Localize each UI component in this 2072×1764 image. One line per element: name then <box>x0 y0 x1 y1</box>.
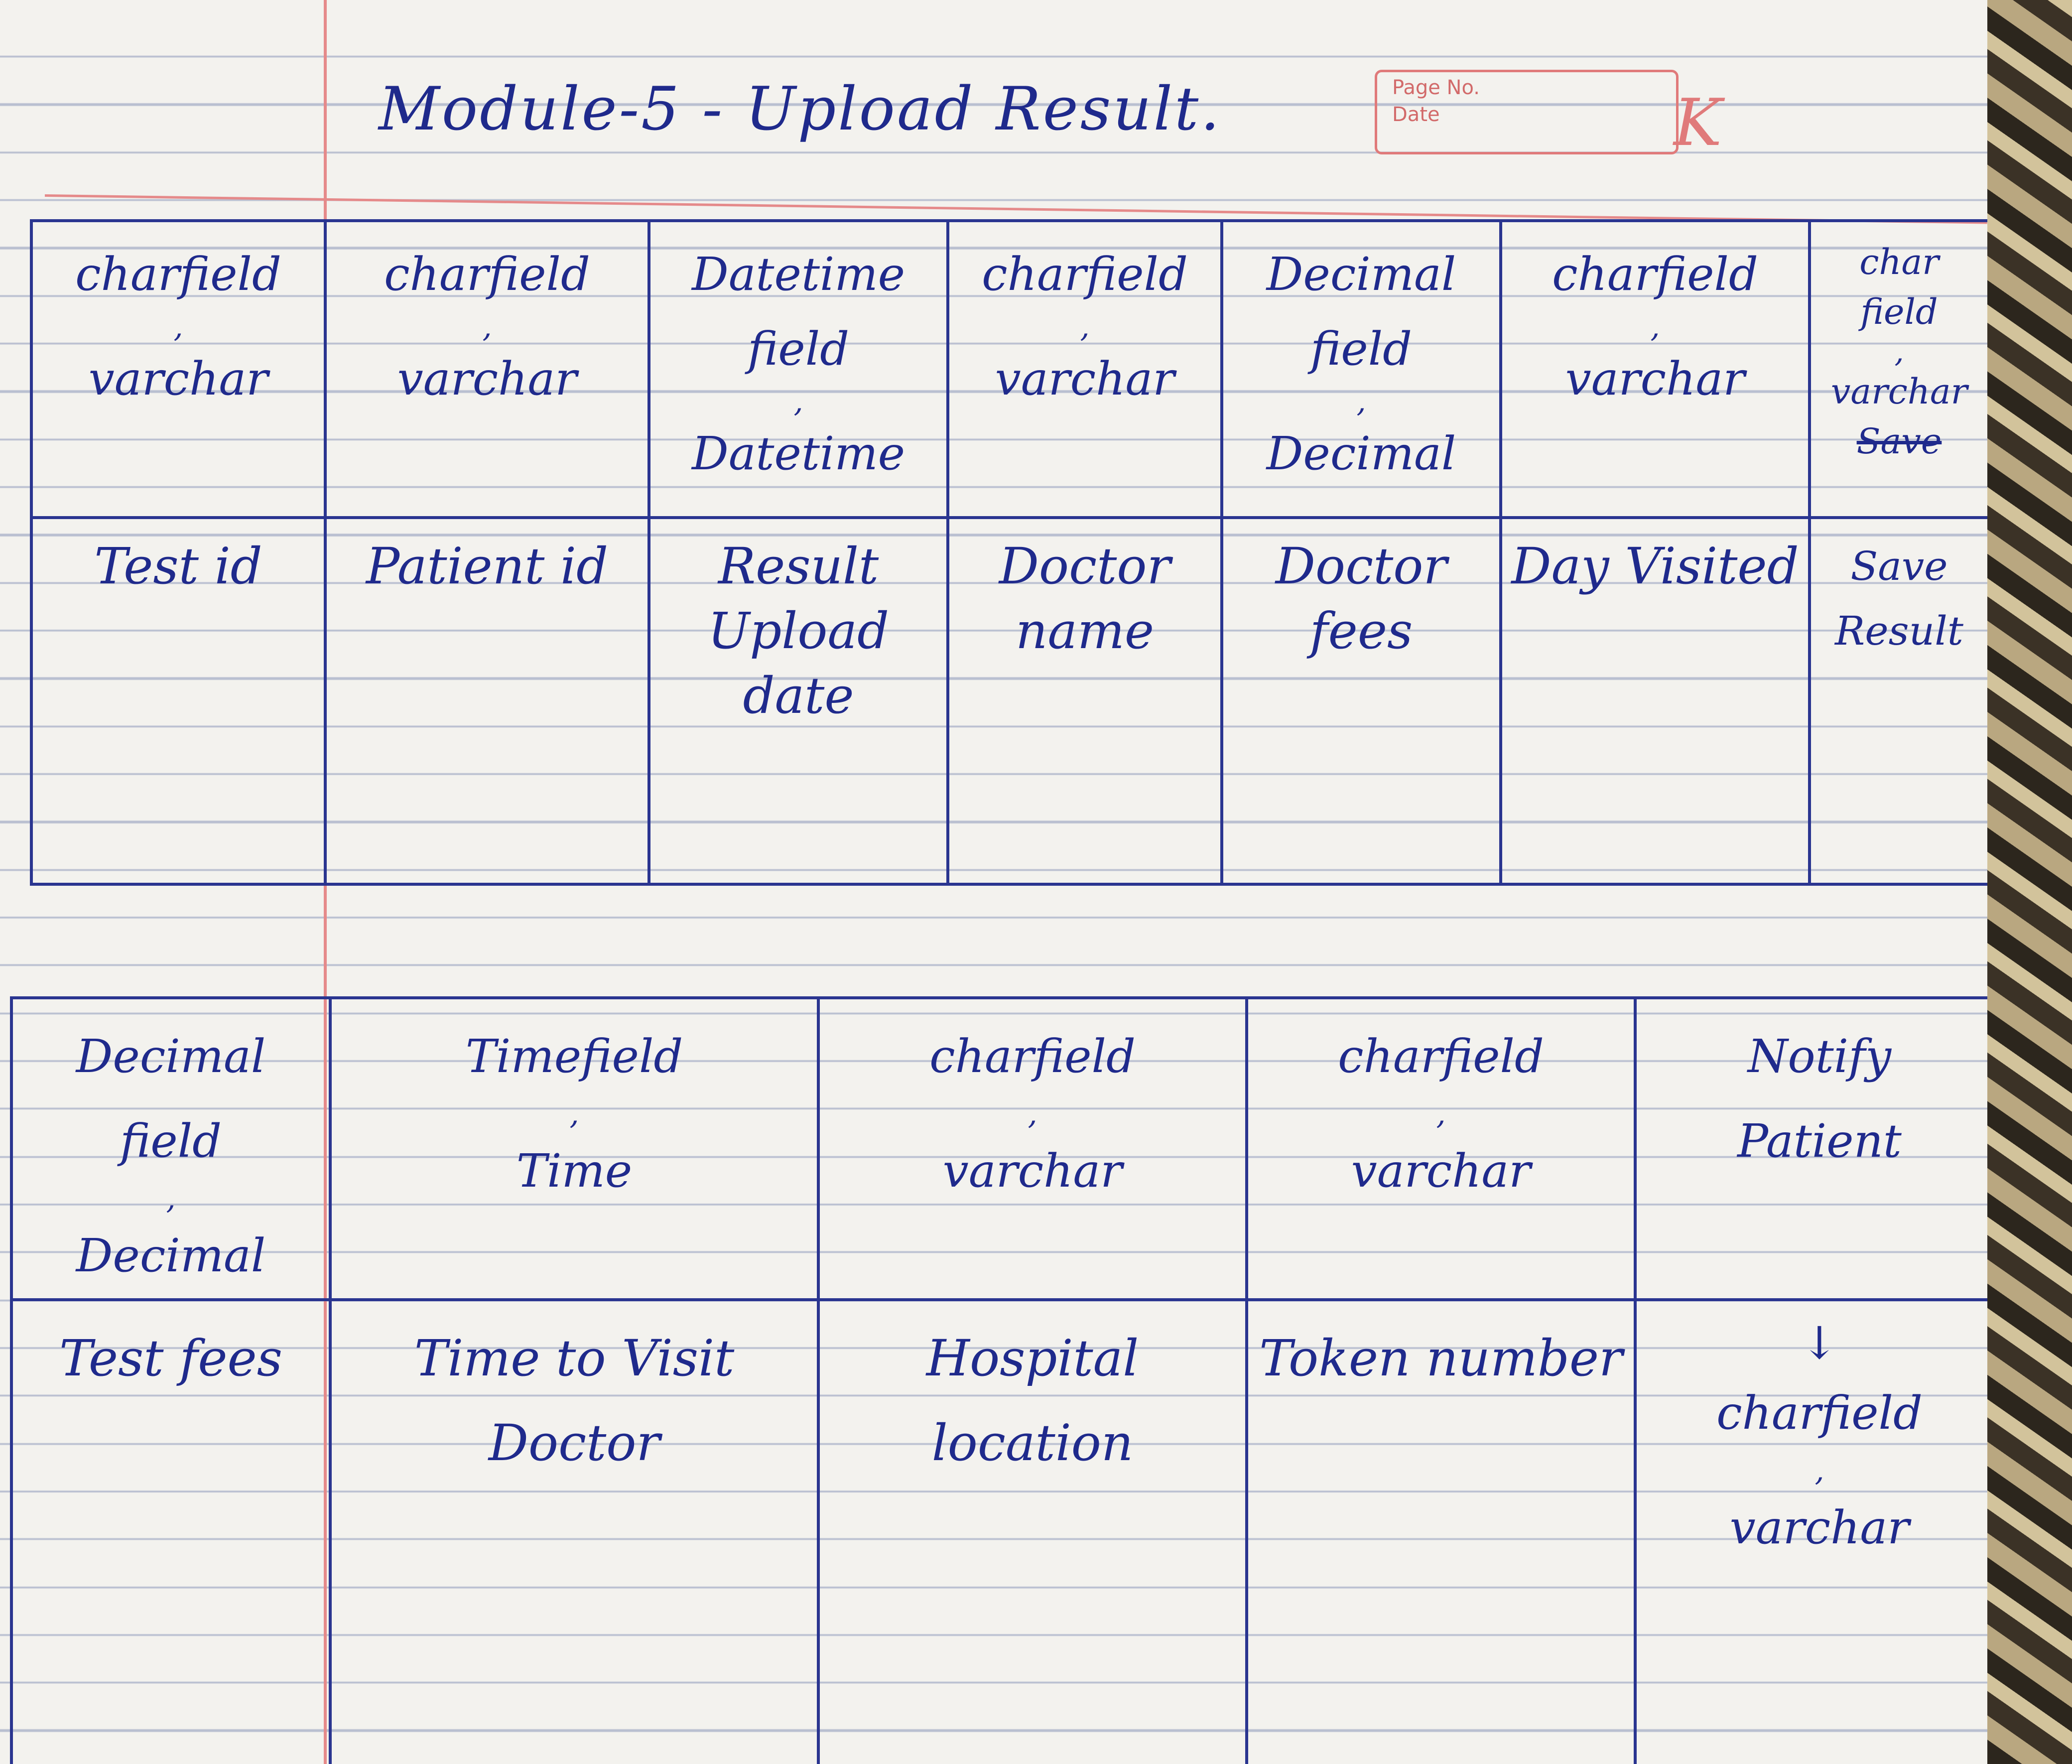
db-type: varchar <box>1729 1501 1910 1554</box>
separator: , <box>1650 309 1660 344</box>
field-type: charfield <box>384 248 590 301</box>
db-type: Decimal <box>1266 427 1456 480</box>
db-type: Decimal <box>76 1229 266 1282</box>
type-cell <box>1501 221 1810 518</box>
field-type: Decimal field <box>76 1030 266 1168</box>
attribute-cell: Token number <box>1247 1300 1635 1764</box>
field-type: charfield <box>1716 1386 1923 1440</box>
type-cell <box>818 998 1247 1300</box>
type-cell <box>1247 998 1635 1300</box>
type-cell <box>31 221 325 518</box>
page-title: Module-5 - Upload Result. <box>379 75 1222 144</box>
separator: , <box>482 309 492 344</box>
arrow-down-icon: ↓ <box>1801 1317 1838 1369</box>
upload-result-table-1 <box>30 219 1987 886</box>
separator: , <box>166 1181 176 1216</box>
separator: , <box>1356 384 1366 419</box>
db-type: varchar <box>1351 1144 1531 1198</box>
field-type: charfield <box>929 1030 1136 1083</box>
separator: , <box>173 309 183 344</box>
db-type: varchar <box>1830 371 1968 412</box>
db-type: varchar <box>1565 352 1745 406</box>
attribute-cell <box>1635 1300 1987 1764</box>
attribute-cell: Hospital location <box>818 1300 1247 1764</box>
type-cell <box>330 998 818 1300</box>
db-type: Patient <box>1737 1114 1902 1168</box>
db-type: varchar <box>88 352 268 406</box>
separator: , <box>1080 309 1090 344</box>
db-type: varchar <box>995 352 1175 406</box>
separator: , <box>1028 1096 1037 1131</box>
separator: , <box>1814 1453 1824 1488</box>
db-type: Datetime <box>691 427 906 480</box>
field-type: Timefield <box>465 1030 683 1083</box>
fabric-background <box>1987 0 2072 1764</box>
attribute-cell: Doctor name <box>948 518 1222 884</box>
attribute-cell: Save Result <box>1810 518 1987 884</box>
type-cell <box>948 221 1222 518</box>
attribute-cell: Day Visited <box>1501 518 1810 884</box>
field-type: charfield <box>75 248 281 301</box>
type-cell <box>325 221 649 518</box>
field-type: charfield <box>1338 1030 1544 1083</box>
attribute-cell: Test id <box>31 518 325 884</box>
attribute-cell: Doctor fees <box>1222 518 1501 884</box>
attribute-cell: Time to Visit Doctor <box>330 1300 818 1764</box>
struck-word: Save <box>1856 421 1942 462</box>
field-type: Decimal field <box>1266 248 1456 376</box>
db-type: Time <box>516 1144 633 1198</box>
db-type: varchar <box>942 1144 1123 1198</box>
field-type: char field <box>1859 242 1939 332</box>
page-number-box <box>1375 70 1679 154</box>
type-row <box>11 998 1987 1300</box>
attribute-row <box>11 1300 1987 1764</box>
type-cell <box>1635 998 1987 1300</box>
field-type: Datetime field <box>691 248 906 376</box>
type-cell <box>1810 221 1987 518</box>
page-mark: K <box>1674 85 1722 160</box>
attribute-cell: Result Upload date <box>649 518 948 884</box>
attribute-cell: Test fees <box>11 1300 330 1764</box>
attribute-row <box>31 518 1987 884</box>
type-row <box>31 221 1987 518</box>
type-cell <box>1222 221 1501 518</box>
separator: , <box>793 384 803 419</box>
db-type: varchar <box>397 352 577 406</box>
date-label: Date <box>1392 103 1440 126</box>
separator: , <box>1436 1096 1446 1131</box>
type-cell <box>11 998 330 1300</box>
field-type: charfield <box>982 248 1188 301</box>
field-type: Notify <box>1747 1030 1892 1083</box>
attribute-cell: Patient id <box>325 518 649 884</box>
type-cell <box>649 221 948 518</box>
upload-result-table-2 <box>10 996 1987 1764</box>
separator: , <box>1894 334 1904 369</box>
page-no-label: Page No. <box>1392 76 1480 99</box>
field-type: charfield <box>1552 248 1758 301</box>
separator: , <box>569 1096 579 1131</box>
